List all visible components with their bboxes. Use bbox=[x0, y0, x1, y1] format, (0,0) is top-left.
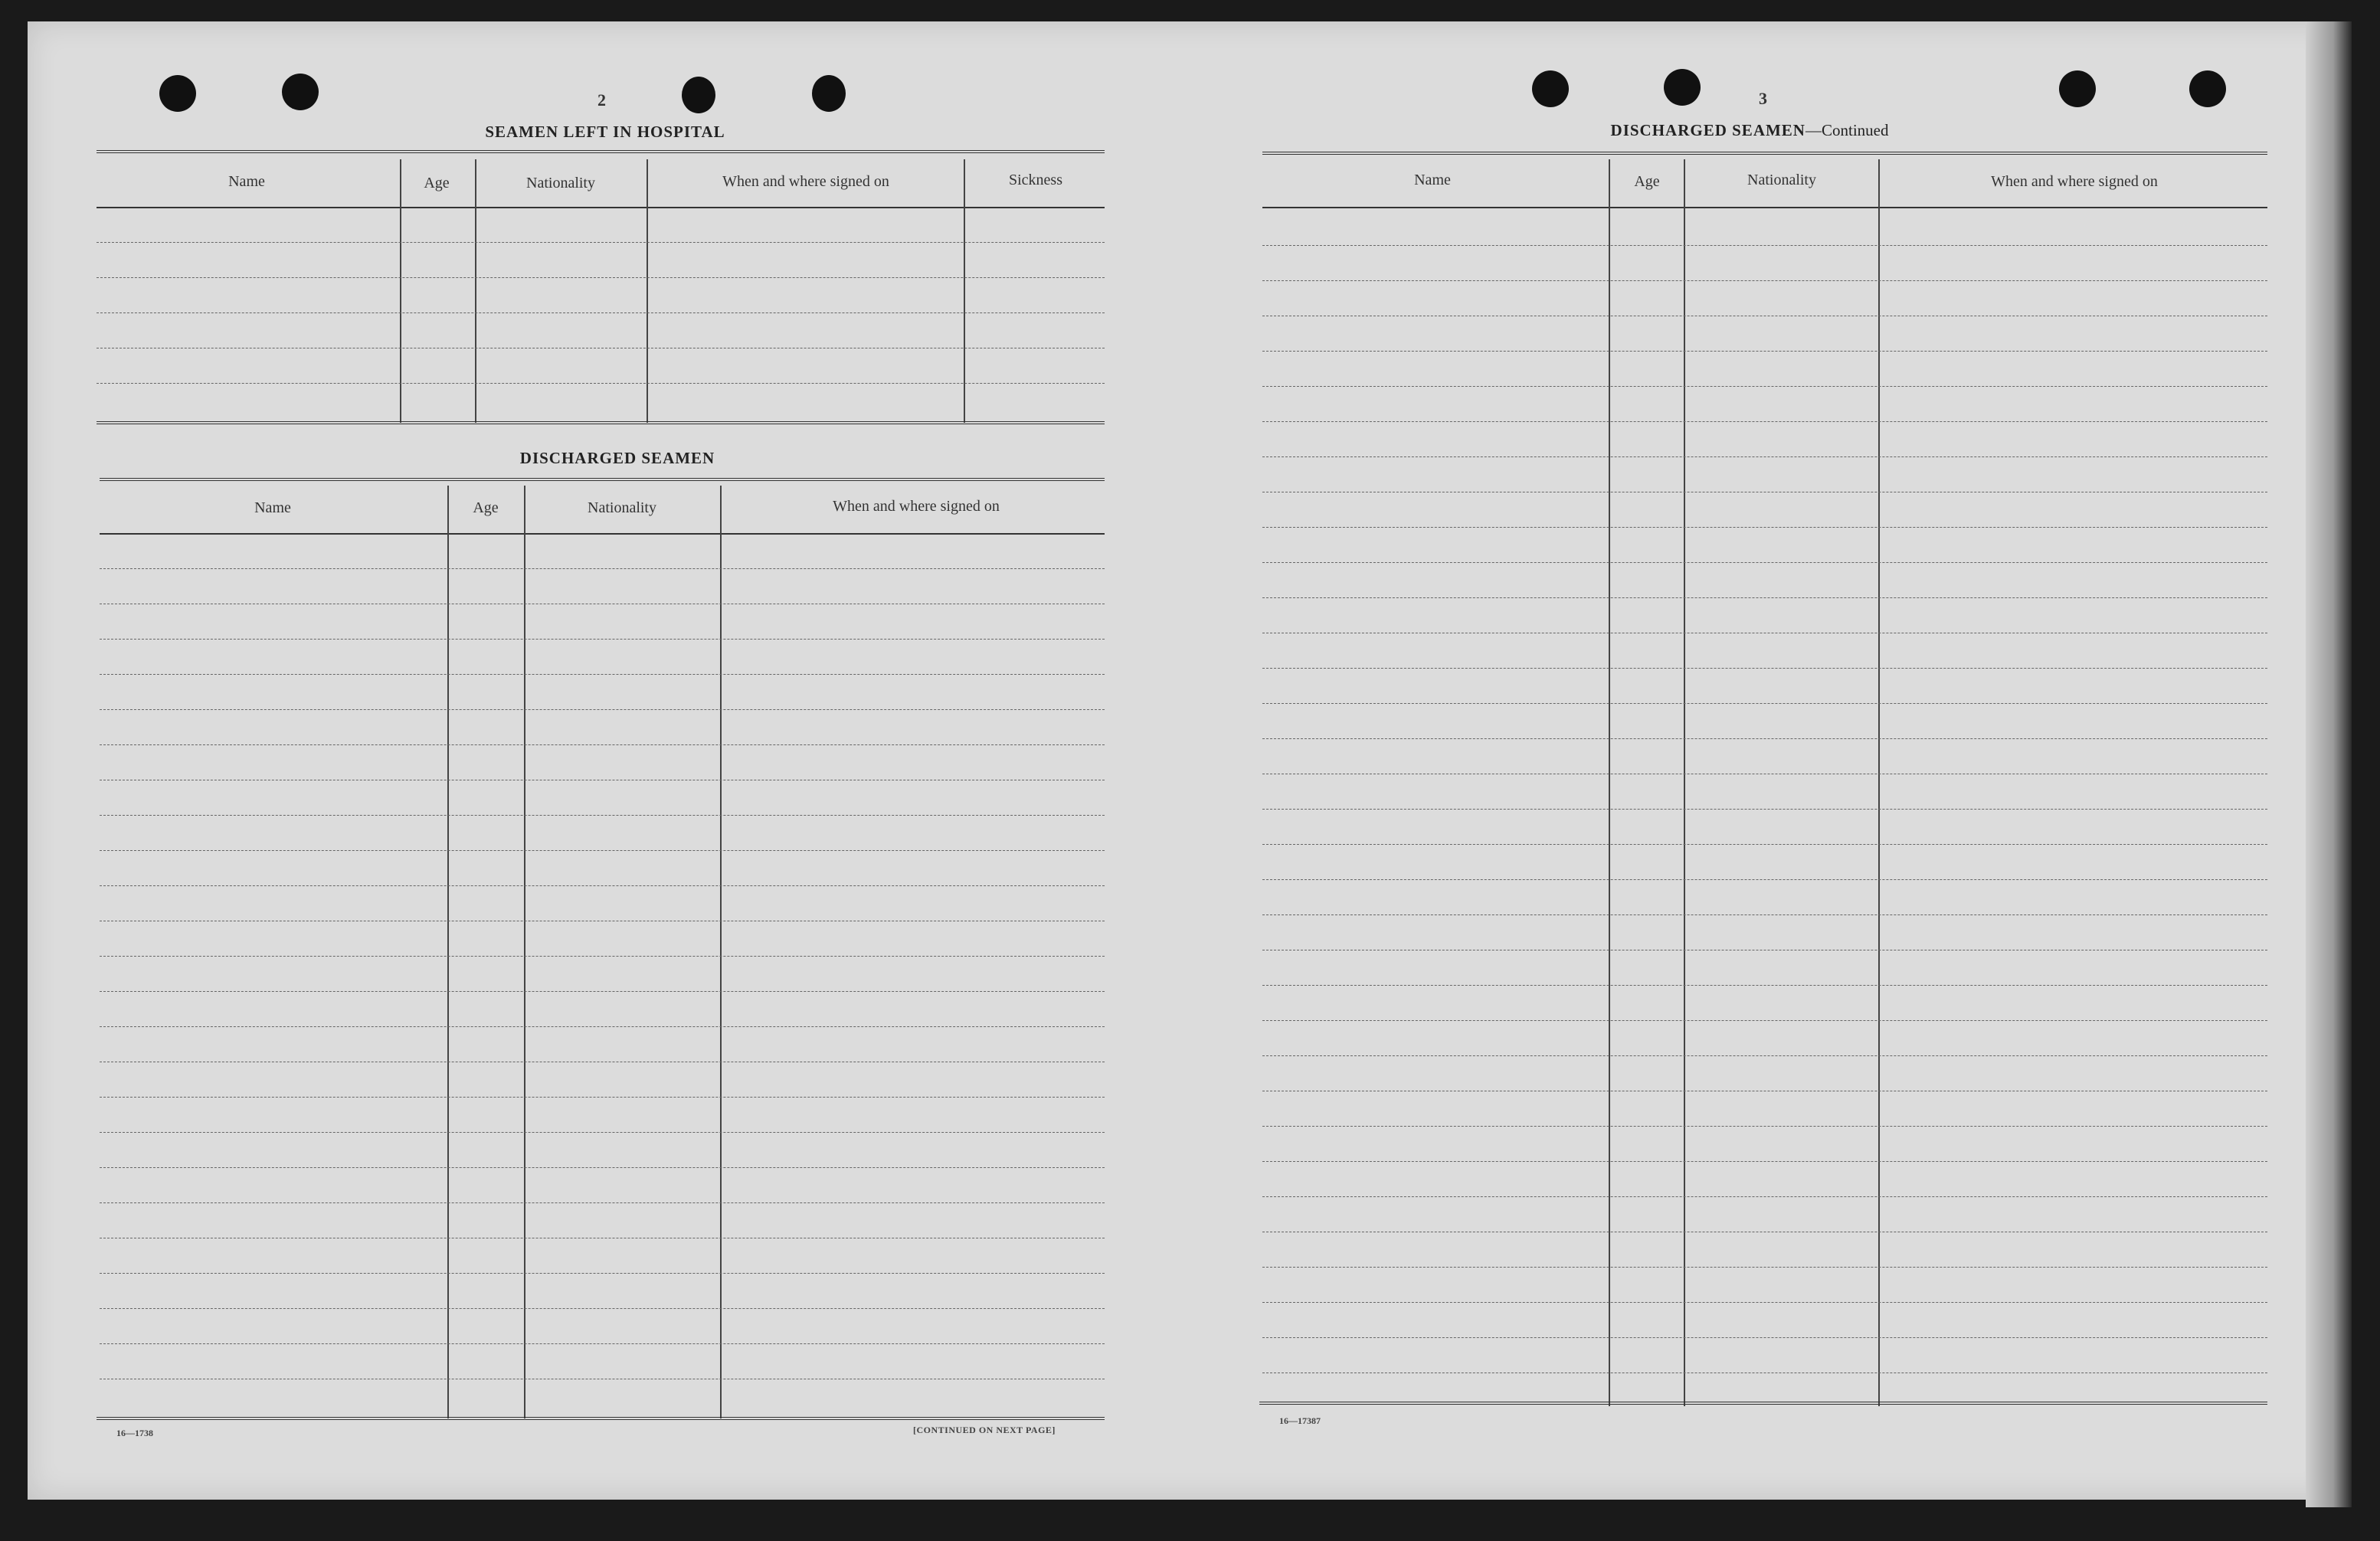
entry-line bbox=[1262, 844, 2267, 845]
punch-hole bbox=[812, 75, 846, 112]
right-section-title-suffix: —Continued bbox=[1805, 121, 1889, 139]
discharged-col-signed-on: When and where signed on bbox=[833, 498, 1000, 515]
discharged-table-top-rule bbox=[100, 478, 1105, 481]
entry-line bbox=[100, 991, 1105, 992]
entry-line bbox=[1262, 527, 2267, 528]
hospital-col-signed-on: When and where signed on bbox=[722, 173, 889, 190]
entry-line bbox=[100, 1343, 1105, 1344]
page-number-left: 2 bbox=[597, 90, 606, 110]
discharged-col-name: Name bbox=[254, 499, 291, 516]
right-col-age: Age bbox=[1634, 173, 1660, 190]
entry-line bbox=[100, 1202, 1105, 1203]
entry-line bbox=[100, 1167, 1105, 1168]
entry-line bbox=[1262, 1161, 2267, 1162]
continued-note: [CONTINUED ON NEXT PAGE] bbox=[913, 1425, 1056, 1435]
discharged-table-bottom-rule bbox=[97, 1417, 1105, 1420]
discharged-col-divider bbox=[720, 486, 722, 1418]
entry-line bbox=[100, 1273, 1105, 1274]
entry-line bbox=[1262, 985, 2267, 986]
entry-line bbox=[1262, 386, 2267, 387]
hospital-entry-line bbox=[97, 242, 1105, 243]
right-section-title bbox=[1611, 121, 1889, 140]
page-number-right: 3 bbox=[1759, 89, 1767, 108]
hospital-entry-line bbox=[97, 312, 1105, 313]
entry-line bbox=[100, 885, 1105, 886]
hospital-col-sickness: Sickness bbox=[1009, 172, 1062, 188]
right-col-nationality: Nationality bbox=[1747, 172, 1816, 188]
right-header-rule bbox=[1262, 207, 2267, 208]
hospital-section-title: SEAMEN LEFT IN HOSPITAL bbox=[485, 123, 725, 141]
hospital-col-name: Name bbox=[228, 173, 265, 190]
hospital-table-top-rule bbox=[97, 150, 1105, 153]
right-col-divider bbox=[1878, 159, 1880, 1406]
entry-line bbox=[100, 674, 1105, 675]
entry-line bbox=[1262, 1055, 2267, 1056]
punch-hole bbox=[2189, 70, 2226, 107]
right-col-name: Name bbox=[1414, 172, 1451, 188]
form-number-left: 16—1738 bbox=[116, 1428, 153, 1438]
entry-line bbox=[1262, 280, 2267, 281]
entry-line bbox=[100, 709, 1105, 710]
entry-line bbox=[1262, 703, 2267, 704]
punch-hole bbox=[2059, 70, 2096, 107]
hospital-entry-line bbox=[97, 277, 1105, 278]
right-col-divider bbox=[1609, 159, 1610, 1406]
entry-line bbox=[100, 956, 1105, 957]
right-col-divider bbox=[1684, 159, 1685, 1406]
entry-line bbox=[100, 1308, 1105, 1309]
entry-line bbox=[1262, 809, 2267, 810]
punch-hole bbox=[1664, 69, 1701, 106]
entry-line bbox=[100, 815, 1105, 816]
right-col-signed-on: When and where signed on bbox=[1991, 173, 2158, 190]
right-section-title-main: DISCHARGED SEAMEN bbox=[1610, 121, 1805, 139]
punch-hole bbox=[282, 74, 319, 110]
entry-line bbox=[100, 568, 1105, 569]
entry-line bbox=[1262, 1302, 2267, 1303]
entry-line bbox=[100, 639, 1105, 640]
page-edge bbox=[2306, 21, 2352, 1507]
entry-line bbox=[100, 744, 1105, 745]
document-sheet bbox=[28, 21, 2339, 1500]
entry-line bbox=[1262, 1267, 2267, 1268]
entry-line bbox=[1262, 879, 2267, 880]
hospital-col-nationality: Nationality bbox=[526, 175, 595, 191]
entry-line bbox=[1262, 351, 2267, 352]
discharged-col-divider bbox=[524, 486, 525, 1418]
entry-line bbox=[100, 1026, 1105, 1027]
entry-line bbox=[100, 1097, 1105, 1098]
discharged-section-title: DISCHARGED SEAMEN bbox=[519, 449, 715, 467]
hospital-header-rule bbox=[97, 207, 1105, 208]
entry-line bbox=[100, 1132, 1105, 1133]
entry-line bbox=[1262, 1126, 2267, 1127]
right-table-bottom-rule bbox=[1259, 1402, 2267, 1405]
entry-line bbox=[1262, 456, 2267, 457]
punch-hole bbox=[159, 75, 196, 112]
entry-line bbox=[1262, 738, 2267, 739]
entry-line bbox=[1262, 1196, 2267, 1197]
discharged-col-age: Age bbox=[473, 499, 499, 516]
hospital-col-age: Age bbox=[424, 175, 450, 191]
discharged-header-rule bbox=[100, 533, 1105, 535]
hospital-entry-line bbox=[97, 383, 1105, 384]
entry-line bbox=[1262, 1020, 2267, 1021]
form-number-right: 16—17387 bbox=[1279, 1415, 1321, 1426]
entry-line bbox=[1262, 668, 2267, 669]
entry-line bbox=[1262, 245, 2267, 246]
entry-line bbox=[100, 850, 1105, 851]
entry-line bbox=[1262, 562, 2267, 563]
discharged-col-nationality: Nationality bbox=[588, 499, 656, 516]
entry-line bbox=[1262, 914, 2267, 915]
entry-line bbox=[1262, 421, 2267, 422]
entry-line bbox=[1262, 597, 2267, 598]
hospital-table-bottom-rule bbox=[97, 421, 1105, 424]
entry-line bbox=[1262, 1337, 2267, 1338]
discharged-col-divider bbox=[447, 486, 449, 1418]
punch-hole bbox=[1532, 70, 1569, 107]
right-table-top-rule bbox=[1262, 152, 2267, 155]
punch-hole bbox=[682, 77, 715, 113]
